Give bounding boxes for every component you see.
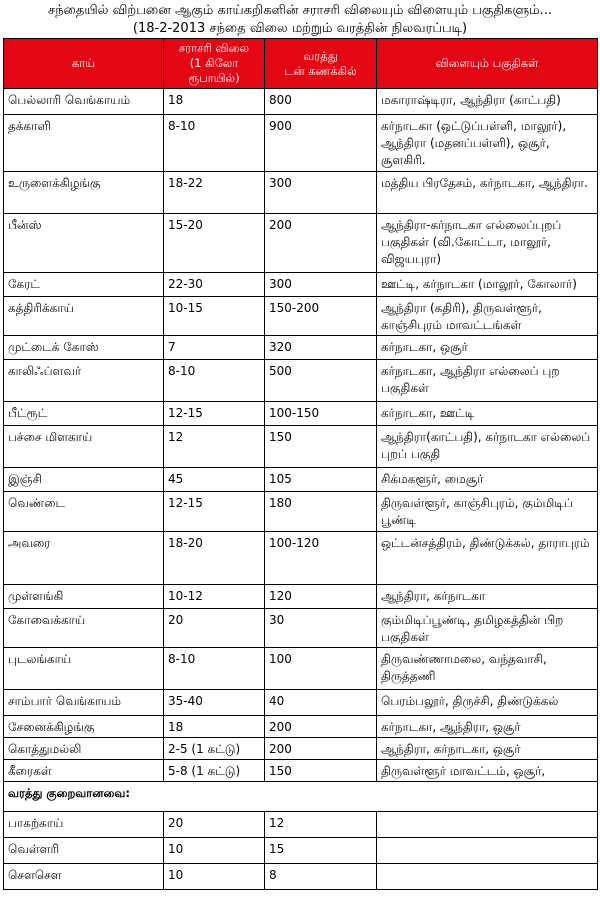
cell-arrival: 320 [265, 336, 377, 360]
cell-price: 18 [164, 716, 265, 738]
table-row [4, 360, 598, 402]
cell-arrival: 12 [265, 812, 377, 838]
cell-regions: மத்திய பிரதேசம், கர்நாடகா, ஆந்திரா. [377, 172, 598, 214]
cell-price: 12-15 [164, 402, 265, 426]
cell-name: முள்ளங்கி [4, 585, 164, 609]
cell-arrival: 100 [265, 648, 377, 690]
cell-arrival: 150 [265, 760, 377, 782]
cell-name: கொத்துமல்லி [4, 738, 164, 760]
cell-regions [377, 812, 598, 838]
cell-price: 7 [164, 336, 265, 360]
title-line-2: (18-2-2013 சந்தை விலை மற்றும் வரத்தின் நிலவரப்படி) [132, 21, 468, 36]
table-row [4, 690, 598, 716]
cell-regions: ஆந்திரா, கர்நாடகா, ஒசூர் [377, 738, 598, 760]
cell-name: கீரைகள் [4, 760, 164, 782]
cell-price: 2-5 (1 கட்டு) [164, 738, 265, 760]
cell-regions: கர்நாடகா, ஒசூர் [377, 336, 598, 360]
cell-name: தக்காளி [4, 115, 164, 172]
cell-name: புடலங்காய் [4, 648, 164, 690]
cell-name: அவரை [4, 532, 164, 585]
cell-name: பீன்ஸ் [4, 214, 164, 273]
header-row [4, 39, 598, 89]
cell-arrival: 105 [265, 468, 377, 492]
cell-regions: ஆந்திரா-கர்நாடகா எல்லைப்புறப் பகுதிகள் (வி.கோட்டா, மாலூர், விஜயபுரா) [377, 214, 598, 273]
table-row [4, 760, 598, 782]
cell-arrival: 800 [265, 89, 377, 115]
cell-name: பீட்ரூட் [4, 402, 164, 426]
table-row [4, 532, 598, 585]
header-price-line-2: (1 கிலோ ரூபாயில்) [188, 56, 240, 85]
section-row [4, 782, 598, 812]
header-price [164, 39, 265, 89]
cell-arrival: 300 [265, 273, 377, 297]
cell-arrival: 120 [265, 585, 377, 609]
cell-price: 10 [164, 864, 265, 890]
cell-price: 18-22 [164, 172, 265, 214]
cell-regions [377, 864, 598, 890]
cell-price: 8-10 [164, 360, 265, 402]
table-row [4, 273, 598, 297]
vegetable-price-table [3, 38, 598, 890]
table-row [4, 115, 598, 172]
cell-regions: கர்நாடகா, ஆந்திரா எல்லைப் புற பகுதிகள் [377, 360, 598, 402]
cell-arrival: 8 [265, 864, 377, 890]
cell-regions: ஆந்திரா (கதிரி), திருவள்ளூர், காஞ்சிபுரம் மாவட்டங்கள் [377, 297, 598, 336]
table-row [4, 336, 598, 360]
cell-regions: கும்மிடிப்பூண்டி, தமிழகத்தின் பிற பகுதிகள் [377, 609, 598, 648]
cell-arrival: 180 [265, 492, 377, 532]
cell-name: வெள்ளரி [4, 838, 164, 864]
cell-name: இஞ்சி [4, 468, 164, 492]
cell-name: காலிஃப்ளவர் [4, 360, 164, 402]
cell-regions: பெரம்பலூர், திருச்சி, திண்டுக்கல் [377, 690, 598, 716]
table-row [4, 468, 598, 492]
table-row [4, 585, 598, 609]
cell-price: 10-12 [164, 585, 265, 609]
table-row [4, 864, 598, 890]
cell-regions: திருவண்ணாமலை, வந்தவாசி, திருத்தணி [377, 648, 598, 690]
cell-arrival: 100-120 [265, 532, 377, 585]
cell-price: 8-10 [164, 115, 265, 172]
cell-regions: ஊட்டி, கர்நாடகா (மாலூர், கோலார்) [377, 273, 598, 297]
table-row [4, 648, 598, 690]
header-price-line-1: சராசரி விலை [178, 41, 250, 55]
cell-regions: கர்நாடகா, ஆந்திரா, ஒசூர் [377, 716, 598, 738]
cell-arrival: 200 [265, 214, 377, 273]
main-rows [4, 89, 598, 782]
title-line-1: சந்தையில் விற்பனை ஆகும் காய்கறிகளின் சராசரி விலையும் விளையும் பகுதிகளும்... [48, 3, 552, 18]
table-row [4, 492, 598, 532]
header-regions: விளையும் பகுதிகள் [377, 39, 598, 89]
cell-arrival: 30 [265, 609, 377, 648]
table-row [4, 402, 598, 426]
cell-regions: ஆந்திரா(காட்பதி), கர்நாடகா எல்லைப் புறப் பகுதி [377, 426, 598, 468]
cell-arrival: 200 [265, 738, 377, 760]
table-row [4, 838, 598, 864]
cell-price: 12 [164, 426, 265, 468]
cell-price: 22-30 [164, 273, 265, 297]
cell-price: 18 [164, 89, 265, 115]
cell-name: முட்டைக் கோஸ் [4, 336, 164, 360]
cell-price: 15-20 [164, 214, 265, 273]
cell-price: 8-10 [164, 648, 265, 690]
cell-name: உருளைக்கிழங்கு [4, 172, 164, 214]
cell-price: 18-20 [164, 532, 265, 585]
cell-name: கத்திரிக்காய் [4, 297, 164, 336]
table-row [4, 426, 598, 468]
table-row [4, 297, 598, 336]
cell-name: பச்சை மிளகாய் [4, 426, 164, 468]
cell-arrival: 150 [265, 426, 377, 468]
cell-name: சேனைக்கிழங்கு [4, 716, 164, 738]
table-row [4, 812, 598, 838]
cell-regions [377, 838, 598, 864]
header-arrival-line-2: டன் கணக்கில் [284, 63, 357, 78]
cell-price: 45 [164, 468, 265, 492]
cell-arrival: 15 [265, 838, 377, 864]
table-row [4, 89, 598, 115]
table-row [4, 214, 598, 273]
cell-arrival: 100-150 [265, 402, 377, 426]
cell-arrival: 200 [265, 716, 377, 738]
header-arrival [265, 39, 377, 89]
cell-price: 5-8 (1 கட்டு) [164, 760, 265, 782]
cell-price: 12-15 [164, 492, 265, 532]
cell-arrival: 150-200 [265, 297, 377, 336]
table-row [4, 738, 598, 760]
header-vegetable: காய் [4, 39, 164, 89]
cell-name: வெண்டை [4, 492, 164, 532]
cell-arrival: 500 [265, 360, 377, 402]
cell-price: 20 [164, 609, 265, 648]
cell-price: 10-15 [164, 297, 265, 336]
table-row [4, 172, 598, 214]
cell-regions: மகாராஷ்டிரா, ஆந்திரா (காட்பதி) [377, 89, 598, 115]
cell-name: பெல்லாரி வெங்காயம் [4, 89, 164, 115]
header-arrival-line-1: வரத்து [303, 48, 338, 63]
cell-price: 10 [164, 838, 265, 864]
cell-regions: கர்நாடகா, ஊட்டி [377, 402, 598, 426]
cell-price: 35-40 [164, 690, 265, 716]
cell-name: சாம்பார் வெங்காயம் [4, 690, 164, 716]
cell-name: சௌசௌ [4, 864, 164, 890]
cell-price: 20 [164, 812, 265, 838]
cell-regions: சிக்மகளூர், மைசூர் [377, 468, 598, 492]
cell-name: பாகற்காய் [4, 812, 164, 838]
cell-arrival: 900 [265, 115, 377, 172]
table-row [4, 716, 598, 738]
cell-arrival: 40 [265, 690, 377, 716]
cell-regions: கர்நாடகா (ஒட்டுப்பள்ளி, மாலூர்), ஆந்திரா (மதனப்பள்ளி), ஒசூர், சூளகிரி. [377, 115, 598, 172]
cell-name: கேரட் [4, 273, 164, 297]
cell-regions: ஆந்திரா, கர்நாடகா [377, 585, 598, 609]
cell-arrival: 300 [265, 172, 377, 214]
cell-regions: ஒட்டன்சத்திரம், திண்டுக்கல், தாராபுரம் [377, 532, 598, 585]
section-label: வரத்து குறைவானவை: [4, 782, 598, 812]
page-title [0, 0, 600, 38]
cell-regions: திருவள்ளூர் மாவட்டம், ஒசூர், [377, 760, 598, 782]
table-row [4, 609, 598, 648]
low-arrival-rows [4, 782, 598, 890]
cell-regions: திருவள்ளூர், காஞ்சிபுரம், கும்மிடிப் பூண்டி [377, 492, 598, 532]
cell-name: கோவைக்காய் [4, 609, 164, 648]
